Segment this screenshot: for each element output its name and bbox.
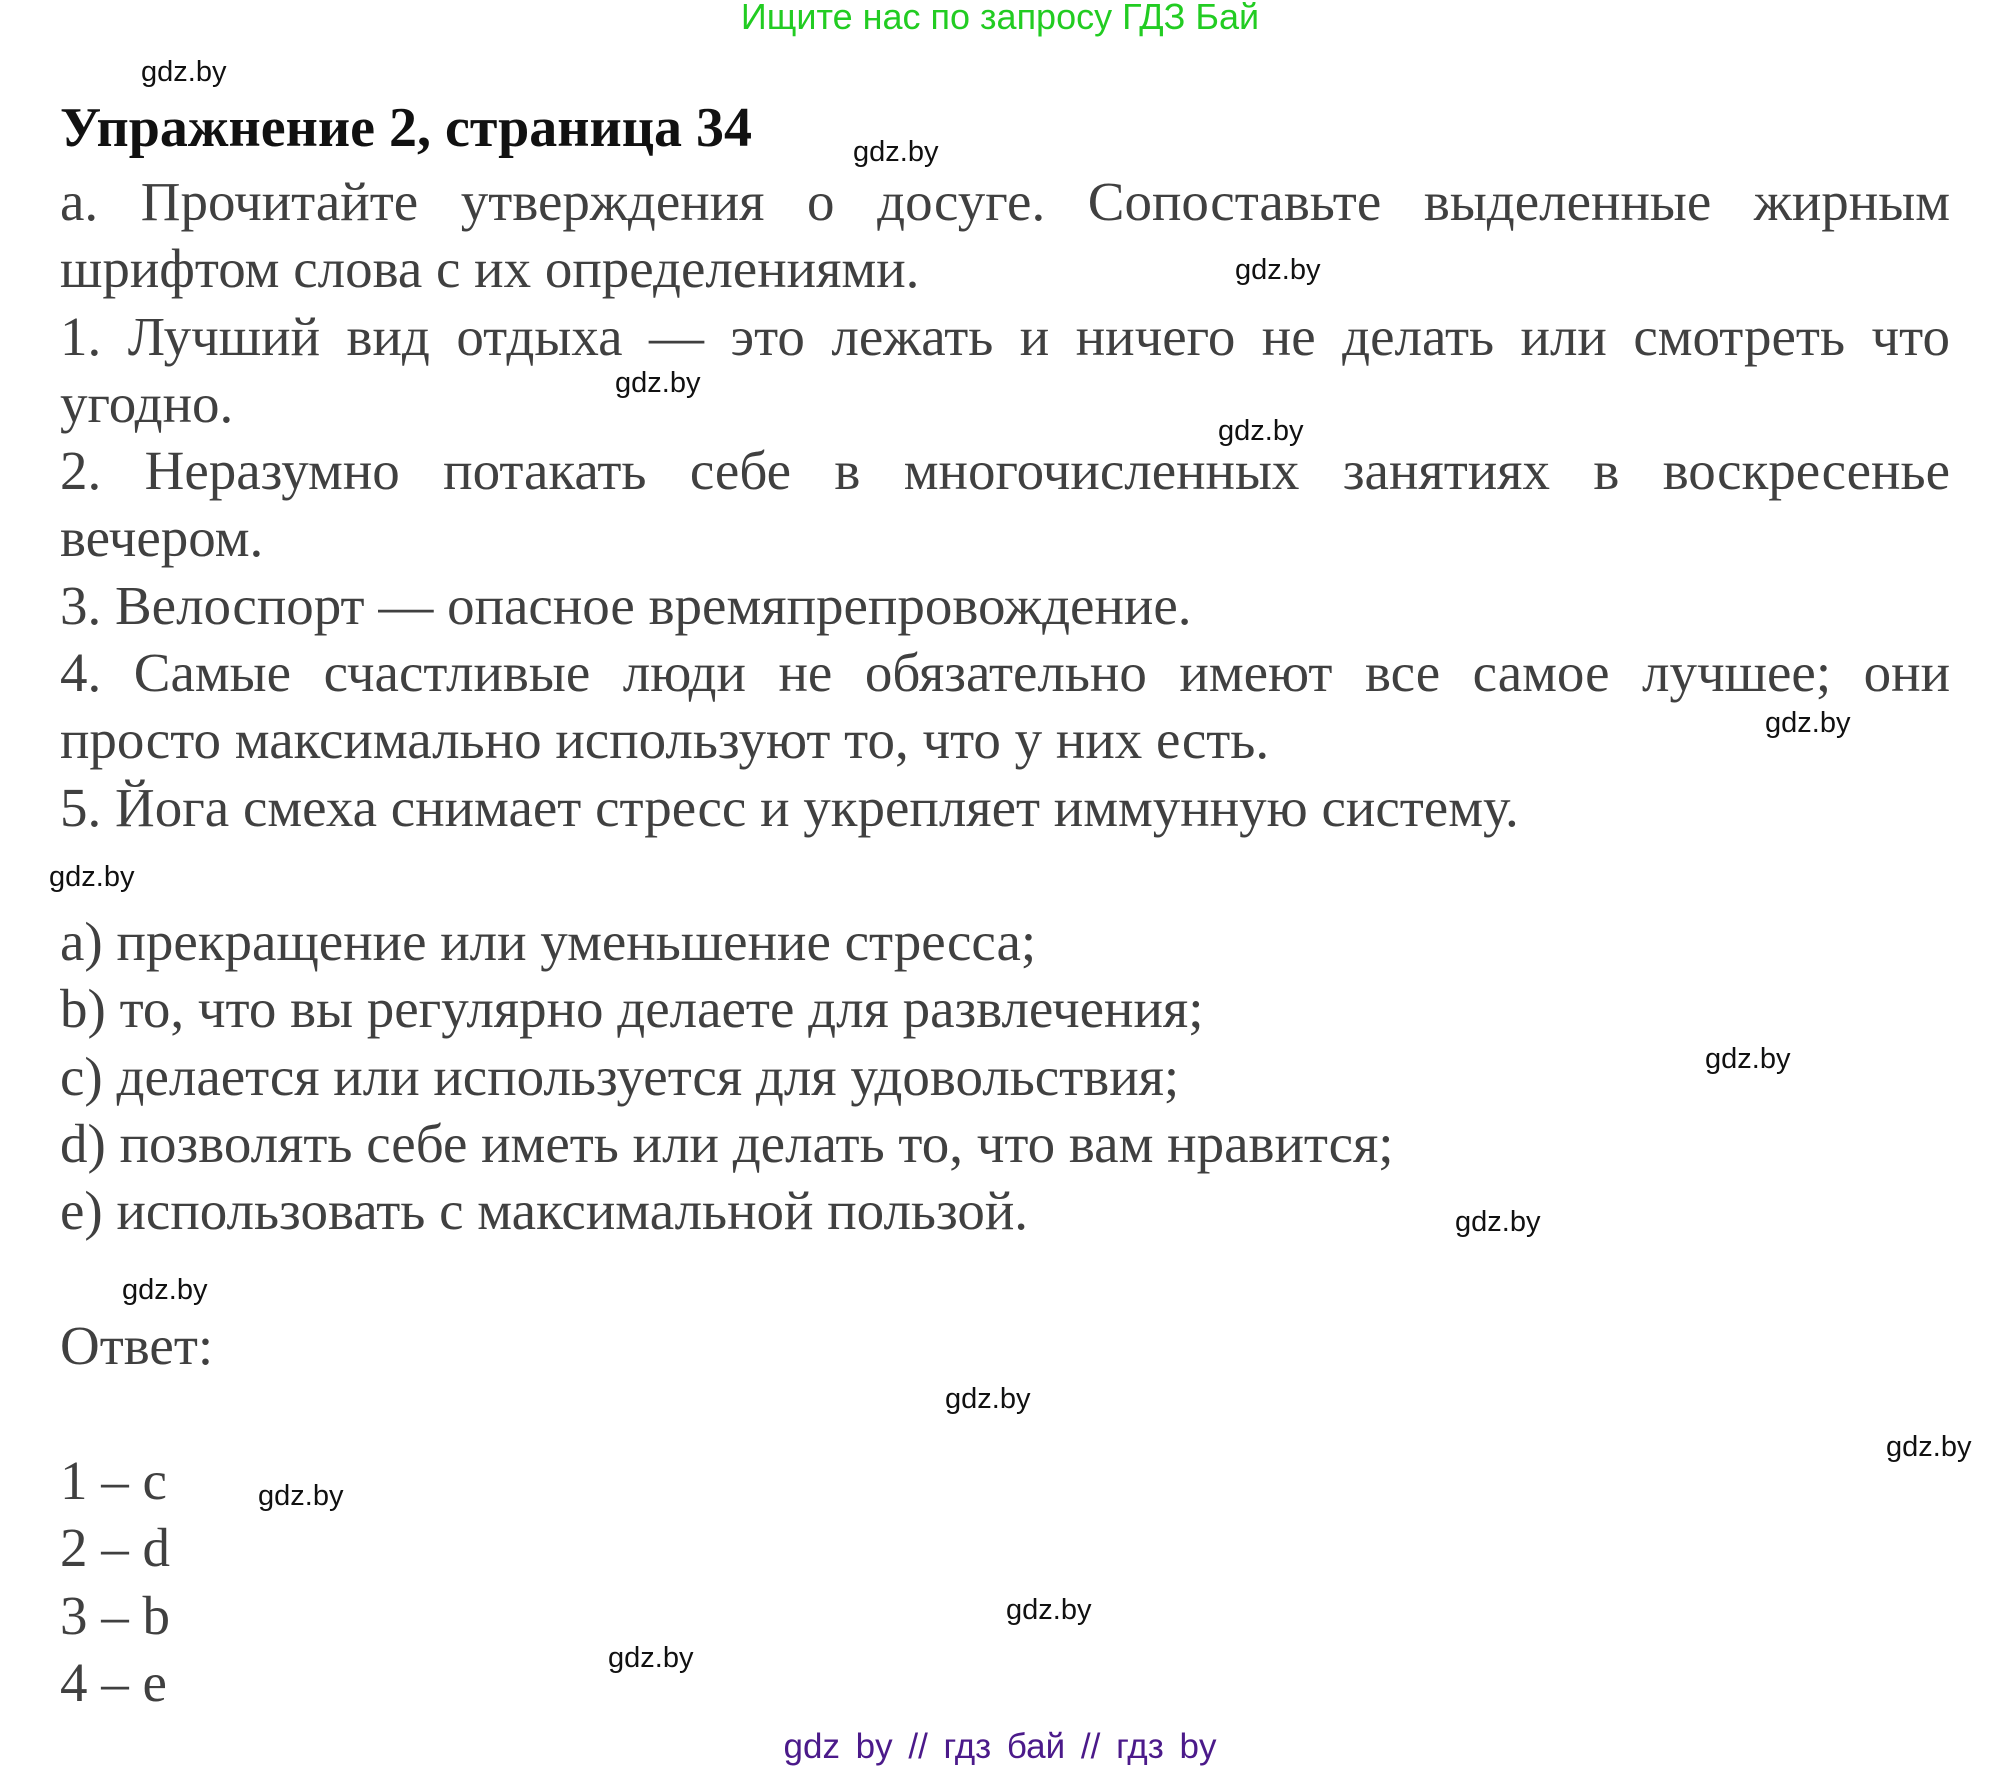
watermark: gdz.by — [853, 136, 939, 168]
watermark: gdz.by — [258, 1480, 344, 1512]
task-line: просто максимально используют то, что у них есть. — [60, 709, 1270, 771]
watermark: gdz.by — [1705, 1043, 1791, 1075]
watermark: gdz.by — [1765, 707, 1851, 739]
task-line: вечером. — [60, 507, 264, 569]
watermark: gdz.by — [1886, 1431, 1972, 1463]
definition-item: e) использовать с максимальной пользой. — [60, 1180, 1029, 1242]
answer-item: 2 – d — [60, 1517, 170, 1579]
task-line: 4. Самые счастливые люди не обязательно имеют все самое лучшее; они — [60, 642, 1950, 704]
task-line: шрифтом слова с их определениями. — [60, 238, 920, 300]
task-line: а. Прочитайте утверждения о досуге. Сопоставьте выделенные жирным — [60, 171, 1950, 232]
watermark: gdz.by — [615, 367, 701, 399]
watermark: gdz.by — [49, 861, 135, 893]
task-text — [60, 168, 1950, 841]
watermark: gdz.by — [945, 1383, 1031, 1415]
watermark: gdz.by — [1006, 1594, 1092, 1626]
definition-item: a) прекращение или уменьшение стресса; — [60, 911, 1037, 972]
definition-item: b) то, что вы регулярно делаете для развлечения; — [60, 978, 1204, 1040]
task-line: 3. Велоспорт — опасное времяпрепровождение. — [60, 574, 1192, 636]
footer-links: gdz by // гдз бай // гдз by — [783, 1727, 1217, 1766]
watermark: gdz.by — [1455, 1206, 1541, 1238]
watermark: gdz.by — [141, 56, 227, 88]
watermark: gdz.by — [1235, 254, 1321, 286]
definition-item: c) делается или используется для удовольствия; — [60, 1045, 1180, 1107]
search-banner: Ищите нас по запросу ГДЗ Бай — [740, 0, 1260, 37]
task-line: 1. Лучший вид отдыха — это лежать и ничего не делать или смотреть что — [60, 305, 1950, 367]
definitions-list — [60, 908, 1950, 1244]
answers-list — [60, 1447, 1950, 1716]
page-title: Упражнение 2, страница 34 — [60, 97, 753, 159]
task-line: 5. Йога смеха снимает стресс и укрепляет иммунную систему. — [60, 776, 1519, 838]
definition-item: d) позволять себе иметь или делать то, что вам нравится; — [60, 1112, 1394, 1174]
answer-item: 4 – e — [60, 1651, 167, 1713]
watermark: gdz.by — [122, 1274, 208, 1306]
answer-item: 3 – b — [60, 1584, 170, 1646]
answer-label: Ответ: — [60, 1315, 214, 1376]
answer-item: 1 – c — [60, 1450, 167, 1511]
watermark: gdz.by — [1218, 415, 1304, 447]
task-line: угодно. — [60, 372, 234, 434]
watermark: gdz.by — [608, 1642, 694, 1674]
task-line: 2. Неразумно потакать себе в многочисленных занятиях в воскресенье — [60, 440, 1950, 502]
